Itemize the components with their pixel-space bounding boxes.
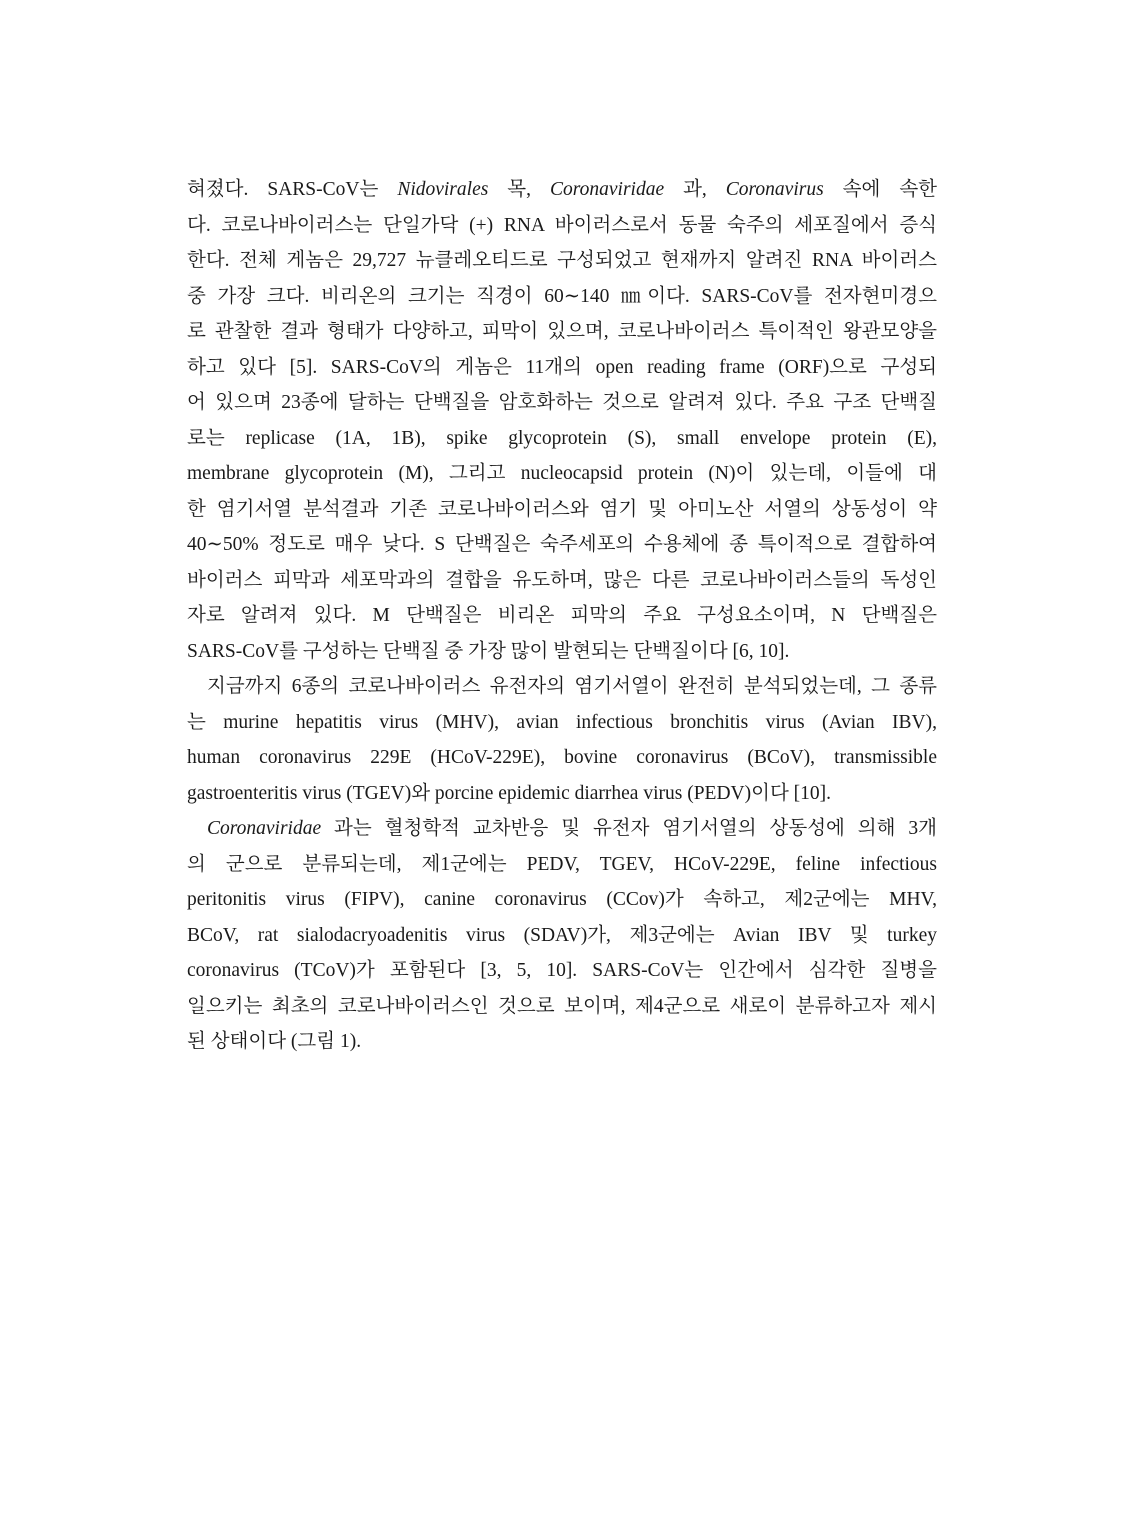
text-line <box>187 953 937 989</box>
text-segment: 자로 알려져 있다. M 단백질은 비리온 피막의 주요 구성요소이며, N 단백질은 <box>187 605 937 626</box>
text-segment: 하고 있다 [5]. SARS-CoV의 게놈은 11개의 open reading frame (ORF)으로 구성되 <box>187 356 937 378</box>
text-line <box>187 527 937 563</box>
text-line <box>187 563 937 599</box>
text-segment: 목, <box>488 179 550 200</box>
text-line <box>187 811 937 847</box>
text-line <box>187 776 937 812</box>
text-line <box>187 385 937 421</box>
text-segment: 40∼50% 정도로 매우 낮다. S 단백질은 숙주세포의 수용체에 종 특이적으로 결합하여 <box>187 534 937 555</box>
italic-text: Coronavirus <box>725 179 824 200</box>
italic-text: Coronaviridae <box>550 179 665 200</box>
text-segment: coronavirus (TCoV)가 포함된다 [3, 5, 10]. SARS-CoV는 인간에서 심각한 질병을 <box>187 960 937 981</box>
text-line <box>187 740 937 776</box>
text-segment: 속에 속한 <box>823 179 937 200</box>
text-segment: 혀졌다. SARS-CoV는 <box>187 179 398 200</box>
paragraph <box>187 669 937 811</box>
text-line <box>187 705 937 741</box>
text-segment: 다. 코로나바이러스는 단일가닥 (+) RNA 바이러스로서 동물 숙주의 세포질에서 증식 <box>187 214 937 236</box>
text-segment: 로 관찰한 결과 형태가 다양하고, 피막이 있으며, 코로나바이러스 특이적인 왕관모양을 <box>187 321 937 342</box>
text-segment: 일으키는 최초의 코로나바이러스인 것으로 보이며, 제4군으로 새로이 분류하고자 제시 <box>187 995 937 1017</box>
text-segment: 바이러스 피막과 세포막과의 결합을 유도하며, 많은 다른 코로나바이러스들의 독성인 <box>187 569 937 591</box>
text-segment: gastroenteritis virus (TGEV)와 porcine epidemic diarrhea virus (PEDV)이다 [10]. <box>187 782 832 804</box>
text-line <box>187 918 937 954</box>
text-segment: peritonitis virus (FIPV), canine coronavirus (CCov)가 속하고, 제2군에는 MHV, <box>187 889 937 910</box>
text-line <box>187 492 937 528</box>
text-segment: 과는 혈청학적 교차반응 및 유전자 염기서열의 상동성에 의해 3개 <box>321 818 937 839</box>
text-segment: 중 가장 크다. 비리온의 크기는 직경이 60∼140 ㎚이다. SARS-CoV를 전자현미경으 <box>187 285 937 307</box>
text-segment: 는 murine hepatitis virus (MHV), avian infectious bronchitis virus (Avian IBV), <box>187 711 937 733</box>
text-line <box>187 669 937 705</box>
italic-text: Nidovirales <box>397 179 489 200</box>
text-line <box>187 1024 937 1060</box>
text-segment: 과, <box>664 179 726 200</box>
text-line <box>187 243 937 279</box>
text-line <box>187 279 937 315</box>
text-line <box>187 350 937 386</box>
text-line <box>187 208 937 244</box>
text-line <box>187 634 937 670</box>
paragraph <box>187 811 937 1060</box>
text-segment: 한 염기서열 분석결과 기존 코로나바이러스와 염기 및 아미노산 서열의 상동성이 약 <box>187 498 937 520</box>
text-segment: 지금까지 6종의 코로나바이러스 유전자의 염기서열이 완전히 분석되었는데, 그 종류 <box>207 676 937 697</box>
text-line <box>187 421 937 457</box>
body-text <box>187 172 937 1060</box>
text-segment: human coronavirus 229E (HCoV-229E), bovine coronavirus (BCoV), transmissible <box>187 747 937 768</box>
text-segment: SARS-CoV를 구성하는 단백질 중 가장 많이 발현되는 단백질이다 [6, 10]. <box>187 640 790 662</box>
text-segment: 어 있으며 23종에 달하는 단백질을 암호화하는 것으로 알려져 있다. 주요 구조 단백질 <box>187 392 937 413</box>
text-segment: BCoV, rat sialodacryoadenitis virus (SDAV)가, 제3군에는 Avian IBV 및 turkey <box>187 924 937 946</box>
text-segment: 로는 replicase (1A, 1B), spike glycoprotein (S), small envelope protein (E), <box>187 427 937 449</box>
text-line <box>187 172 937 208</box>
text-segment: 된 상태이다 (그림 1). <box>187 1031 362 1052</box>
text-line <box>187 847 937 883</box>
text-line <box>187 882 937 918</box>
text-line <box>187 598 937 634</box>
text-segment: 한다. 전체 게놈은 29,727 뉴클레오티드로 구성되었고 현재까지 알려진 RNA 바이러스 <box>187 250 937 271</box>
italic-text: Coronaviridae <box>207 818 322 839</box>
paragraph <box>187 172 937 669</box>
text-line <box>187 989 937 1025</box>
text-line <box>187 456 937 492</box>
text-segment: membrane glycoprotein (M), 그리고 nucleocapsid protein (N)이 있는데, 이들에 대 <box>187 463 937 484</box>
text-line <box>187 314 937 350</box>
text-segment: 의 군으로 분류되는데, 제1군에는 PEDV, TGEV, HCoV-229E, feline infectious <box>187 853 937 875</box>
